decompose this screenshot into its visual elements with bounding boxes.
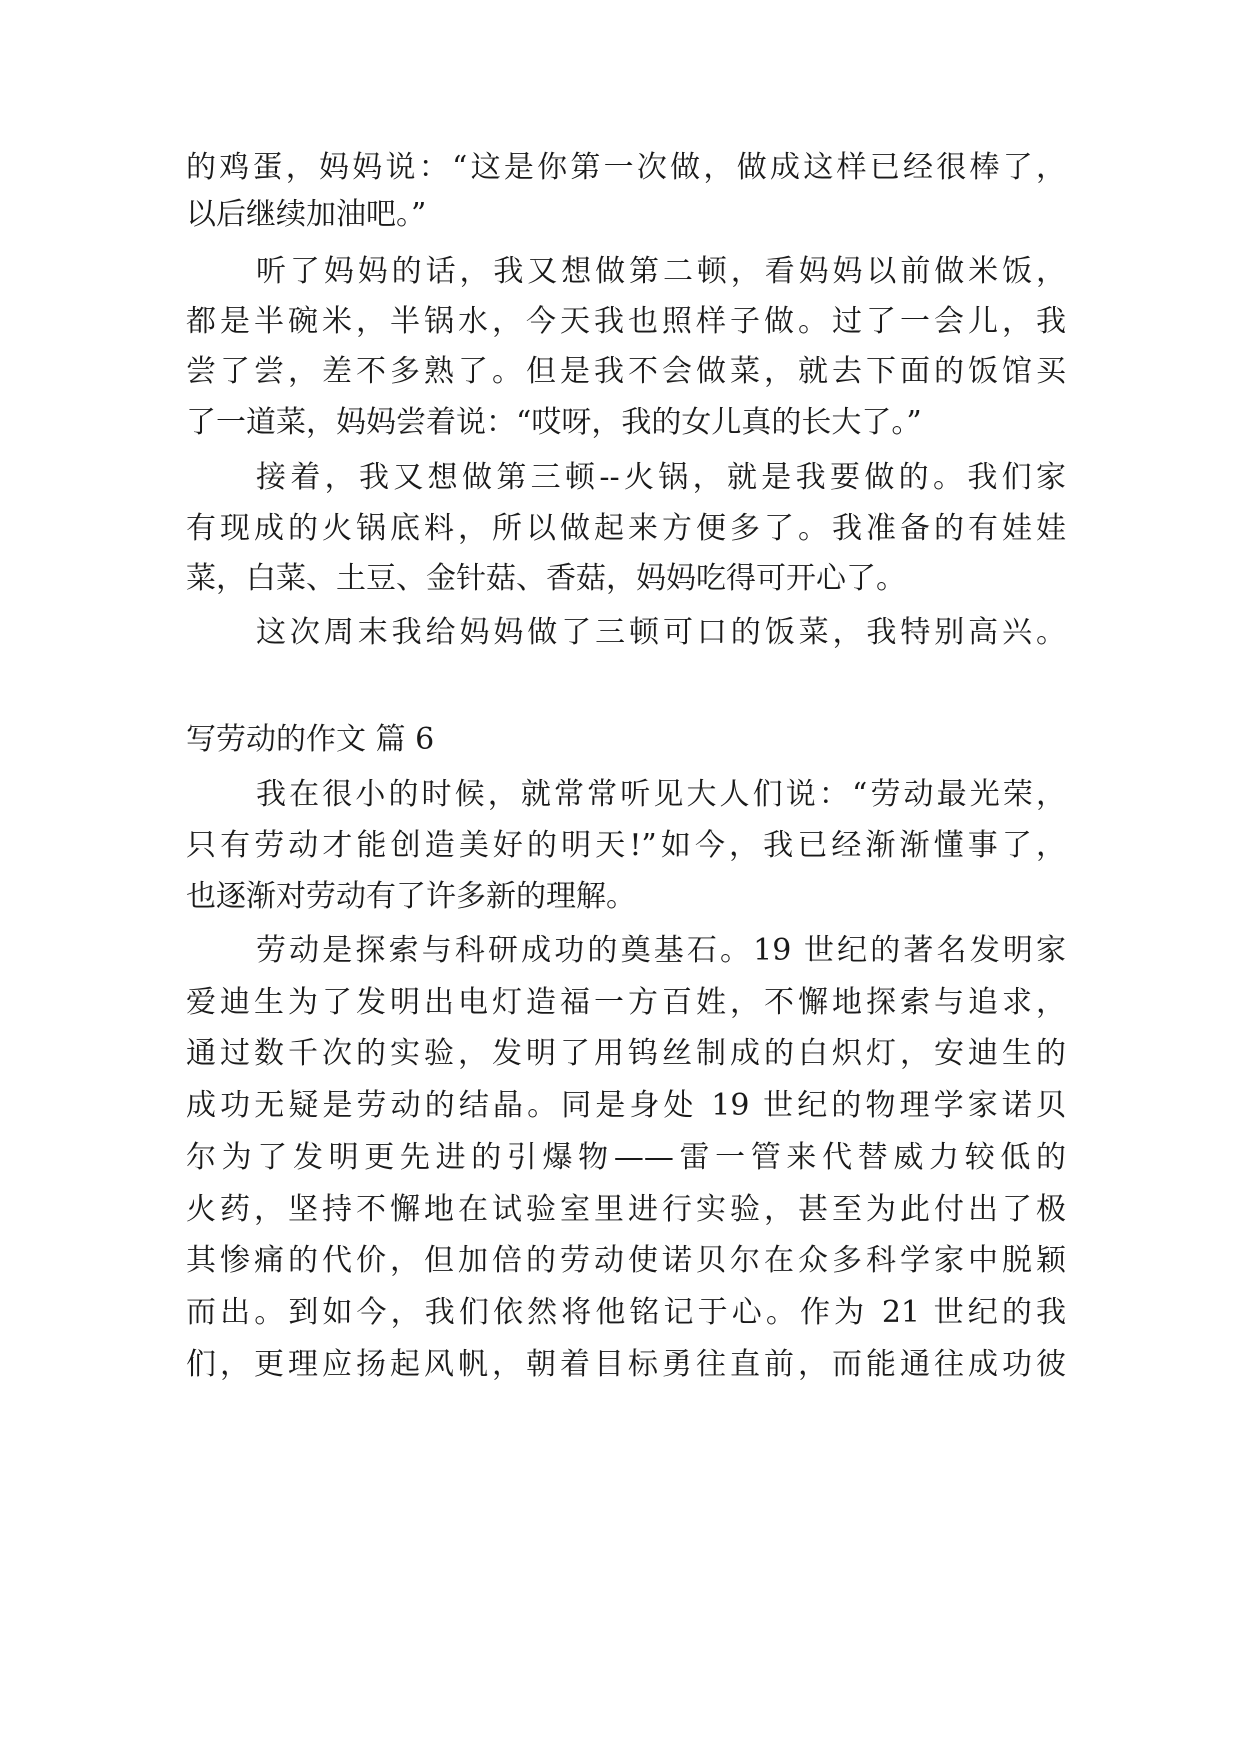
text-line: 菜，白菜、土豆、金针菇、香菇，妈妈吃得可开心了。 bbox=[186, 561, 906, 596]
text-line: 接着，我又想做第三顿--火锅，就是我要做的。我们家 bbox=[256, 460, 1066, 495]
text-line: 的鸡蛋，妈妈说：“这是你第一次做，做成这样已经很棒了， bbox=[186, 150, 1066, 185]
text-line: 有现成的火锅底料，所以做起来方便多了。我准备的有娃娃 bbox=[186, 511, 1066, 546]
text-line: 只有劳动才能创造美好的明天!”如今，我已经渐渐懂事了， bbox=[186, 828, 1066, 863]
text-line: 尝了尝，差不多熟了。但是我不会做菜，就去下面的饭馆买 bbox=[186, 354, 1066, 389]
text-line: 以后继续加油吧。” bbox=[186, 197, 427, 232]
text-line: 通过数千次的实验，发明了用钨丝制成的白炽灯，安迪生的 bbox=[186, 1036, 1066, 1071]
text-line: 尔为了发明更先进的引爆物——雷一管来代替威力较低的 bbox=[186, 1140, 1066, 1175]
text-line: 这次周末我给妈妈做了三顿可口的饭菜，我特别高兴。 bbox=[256, 615, 1066, 650]
text-line: 听了妈妈的话，我又想做第二顿，看妈妈以前做米饭， bbox=[256, 254, 1066, 289]
text-line: 了一道菜，妈妈尝着说：“哎呀，我的女儿真的长大了。” bbox=[186, 405, 922, 440]
text-line: 我在很小的时候，就常常听见大人们说：“劳动最光荣， bbox=[256, 777, 1066, 812]
text-line: 们，更理应扬起风帆，朝着目标勇往直前，而能通往成功彼 bbox=[186, 1347, 1066, 1382]
text-line: 都是半碗米，半锅水，今天我也照样子做。过了一会儿，我 bbox=[186, 304, 1066, 339]
text-line: 也逐渐对劳动有了许多新的理解。 bbox=[186, 879, 636, 914]
text-line: 其惨痛的代价，但加倍的劳动使诺贝尔在众多科学家中脱颖 bbox=[186, 1243, 1066, 1278]
text-line: 成功无疑是劳动的结晶。同是身处 19 世纪的物理学家诺贝 bbox=[186, 1088, 1066, 1123]
section-title: 写劳动的作文 篇 6 bbox=[186, 722, 435, 757]
text-line: 爱迪生为了发明出电灯造福一方百姓，不懈地探索与追求， bbox=[186, 985, 1066, 1020]
text-line: 火药，坚持不懈地在试验室里进行实验，甚至为此付出了极 bbox=[186, 1192, 1066, 1227]
text-line: 而出。到如今，我们依然将他铭记于心。作为 21 世纪的我 bbox=[186, 1295, 1066, 1330]
text-line: 劳动是探索与科研成功的奠基石。19 世纪的著名发明家 bbox=[256, 933, 1066, 968]
